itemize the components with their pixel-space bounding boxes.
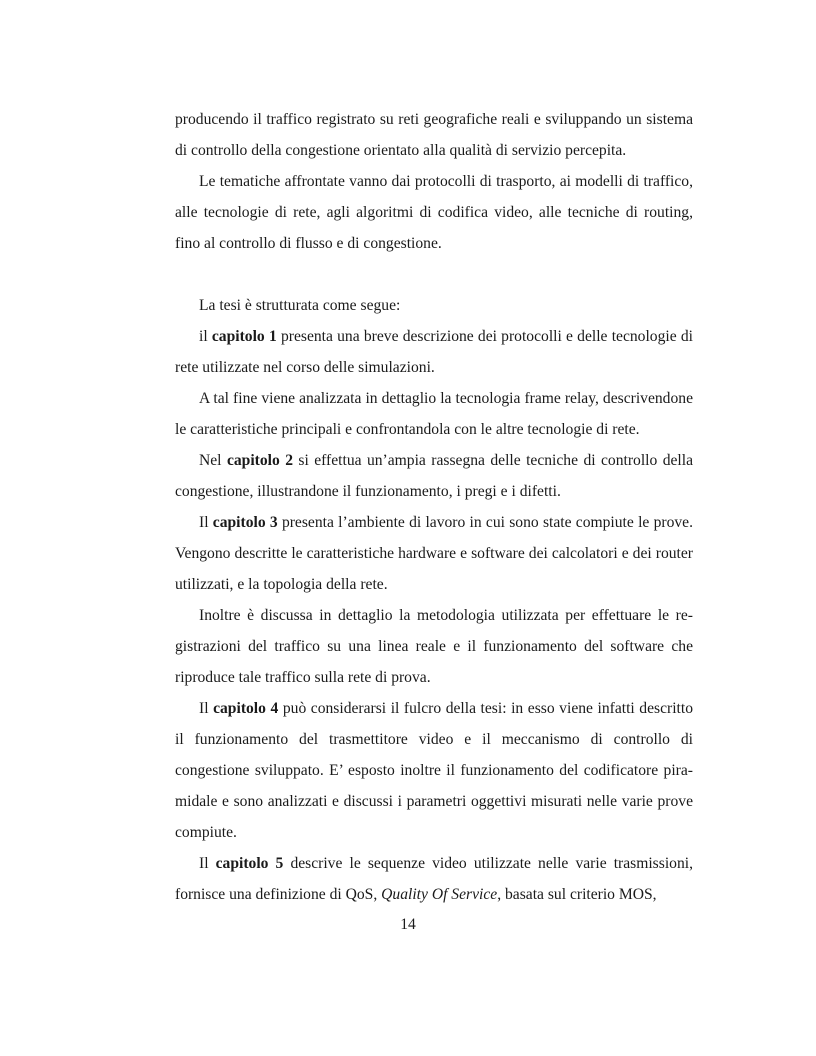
- chapter-2-reference: capitolo 2: [226, 452, 293, 469]
- chapter-3-reference: capitolo 3: [212, 514, 278, 531]
- paragraph-2: [175, 166, 693, 259]
- paragraph-9-text-rest: può considerarsi il fulcro della tesi: in esso viene infatti descritto il funzionamento del trasmettitore video e il meccanismo di controllo di congestione sviluppato. E’ esposto inoltre il funzionamento del codificatore piramidale e sono analizzati e discussi i parametri oggettivi misurati nelle varie prove compiute.: [175, 700, 693, 841]
- paragraph-9: [175, 693, 693, 848]
- body-text: [175, 104, 693, 910]
- paragraph-6-text: Nel: [199, 452, 227, 469]
- paragraph-8-text: Inoltre è discussa in dettaglio la metodologia utilizzata per effettuare le registrazioni del traffico su una linea reale e il funzionamento del software che riproduce tale traffico sulla rete di prova.: [175, 607, 693, 686]
- paragraph-5: [175, 383, 693, 445]
- paragraph-5-text: A tal fine viene analizzata in dettaglio la tecnologia frame relay, descrivendone le caratteristiche principali e confrontandola con le altre tecnologie di rete.: [175, 390, 693, 438]
- paragraph-3-text: La tesi è strutturata come segue:: [199, 297, 401, 314]
- paragraph-10-text-mid: descrive le sequenze video utilizzate nelle varie trasmissioni, fornisce una definizione di QoS,: [175, 855, 693, 903]
- paragraph-3: [175, 290, 693, 321]
- paragraph-6-text-rest: si effettua un’ampia rassegna delle tecniche di controllo della congestione, illustrandone il funzionamento, i pregi e i difetti.: [175, 452, 693, 500]
- paragraph-6: [175, 445, 693, 507]
- page-body: [175, 104, 693, 910]
- paragraph-4: [175, 321, 693, 383]
- paragraph-7-text-rest: presenta l’ambiente di lavoro in cui sono state compiute le prove. Vengono descritte le caratteristiche hardware e software dei calcolatori e dei router utilizzati, e la topologia della rete.: [175, 514, 693, 593]
- paragraph-9-text: Il: [199, 700, 214, 717]
- paragraph-8: [175, 600, 693, 693]
- paragraph-1-text: producendo il traffico registrato su reti geografiche reali e sviluppando un sistema di controllo della congestione orientato alla qualità di servizio percepita.: [175, 111, 693, 159]
- paragraph-4-text-rest: presenta una breve descrizione dei protocolli e delle tecnologie di rete utilizzate nel corso delle simulazioni.: [175, 328, 693, 376]
- paragraph-10-text: Il: [199, 855, 216, 872]
- chapter-1-reference: capitolo 1: [211, 328, 277, 345]
- paragraph-10-text-rest: , basata sul criterio MOS,: [497, 886, 657, 903]
- paragraph-1: [175, 104, 693, 166]
- quality-of-service-term: Quality Of Service: [381, 886, 498, 903]
- paragraph-2-text: Le tematiche affrontate vanno dai protocolli di trasporto, ai modelli di traffico, alle tecnologie di rete, agli algoritmi di codifica video, alle tecniche di routing, fino al controllo di flusso e di congestione.: [175, 173, 693, 252]
- paragraph-10: [175, 848, 693, 910]
- page-number: 14: [400, 916, 416, 933]
- paragraph-7: [175, 507, 693, 600]
- chapter-4-reference: capitolo 4: [213, 700, 279, 717]
- paragraph-4-text: il: [199, 328, 212, 345]
- paragraph-7-text: Il: [199, 514, 213, 531]
- chapter-5-reference: capitolo 5: [215, 855, 284, 872]
